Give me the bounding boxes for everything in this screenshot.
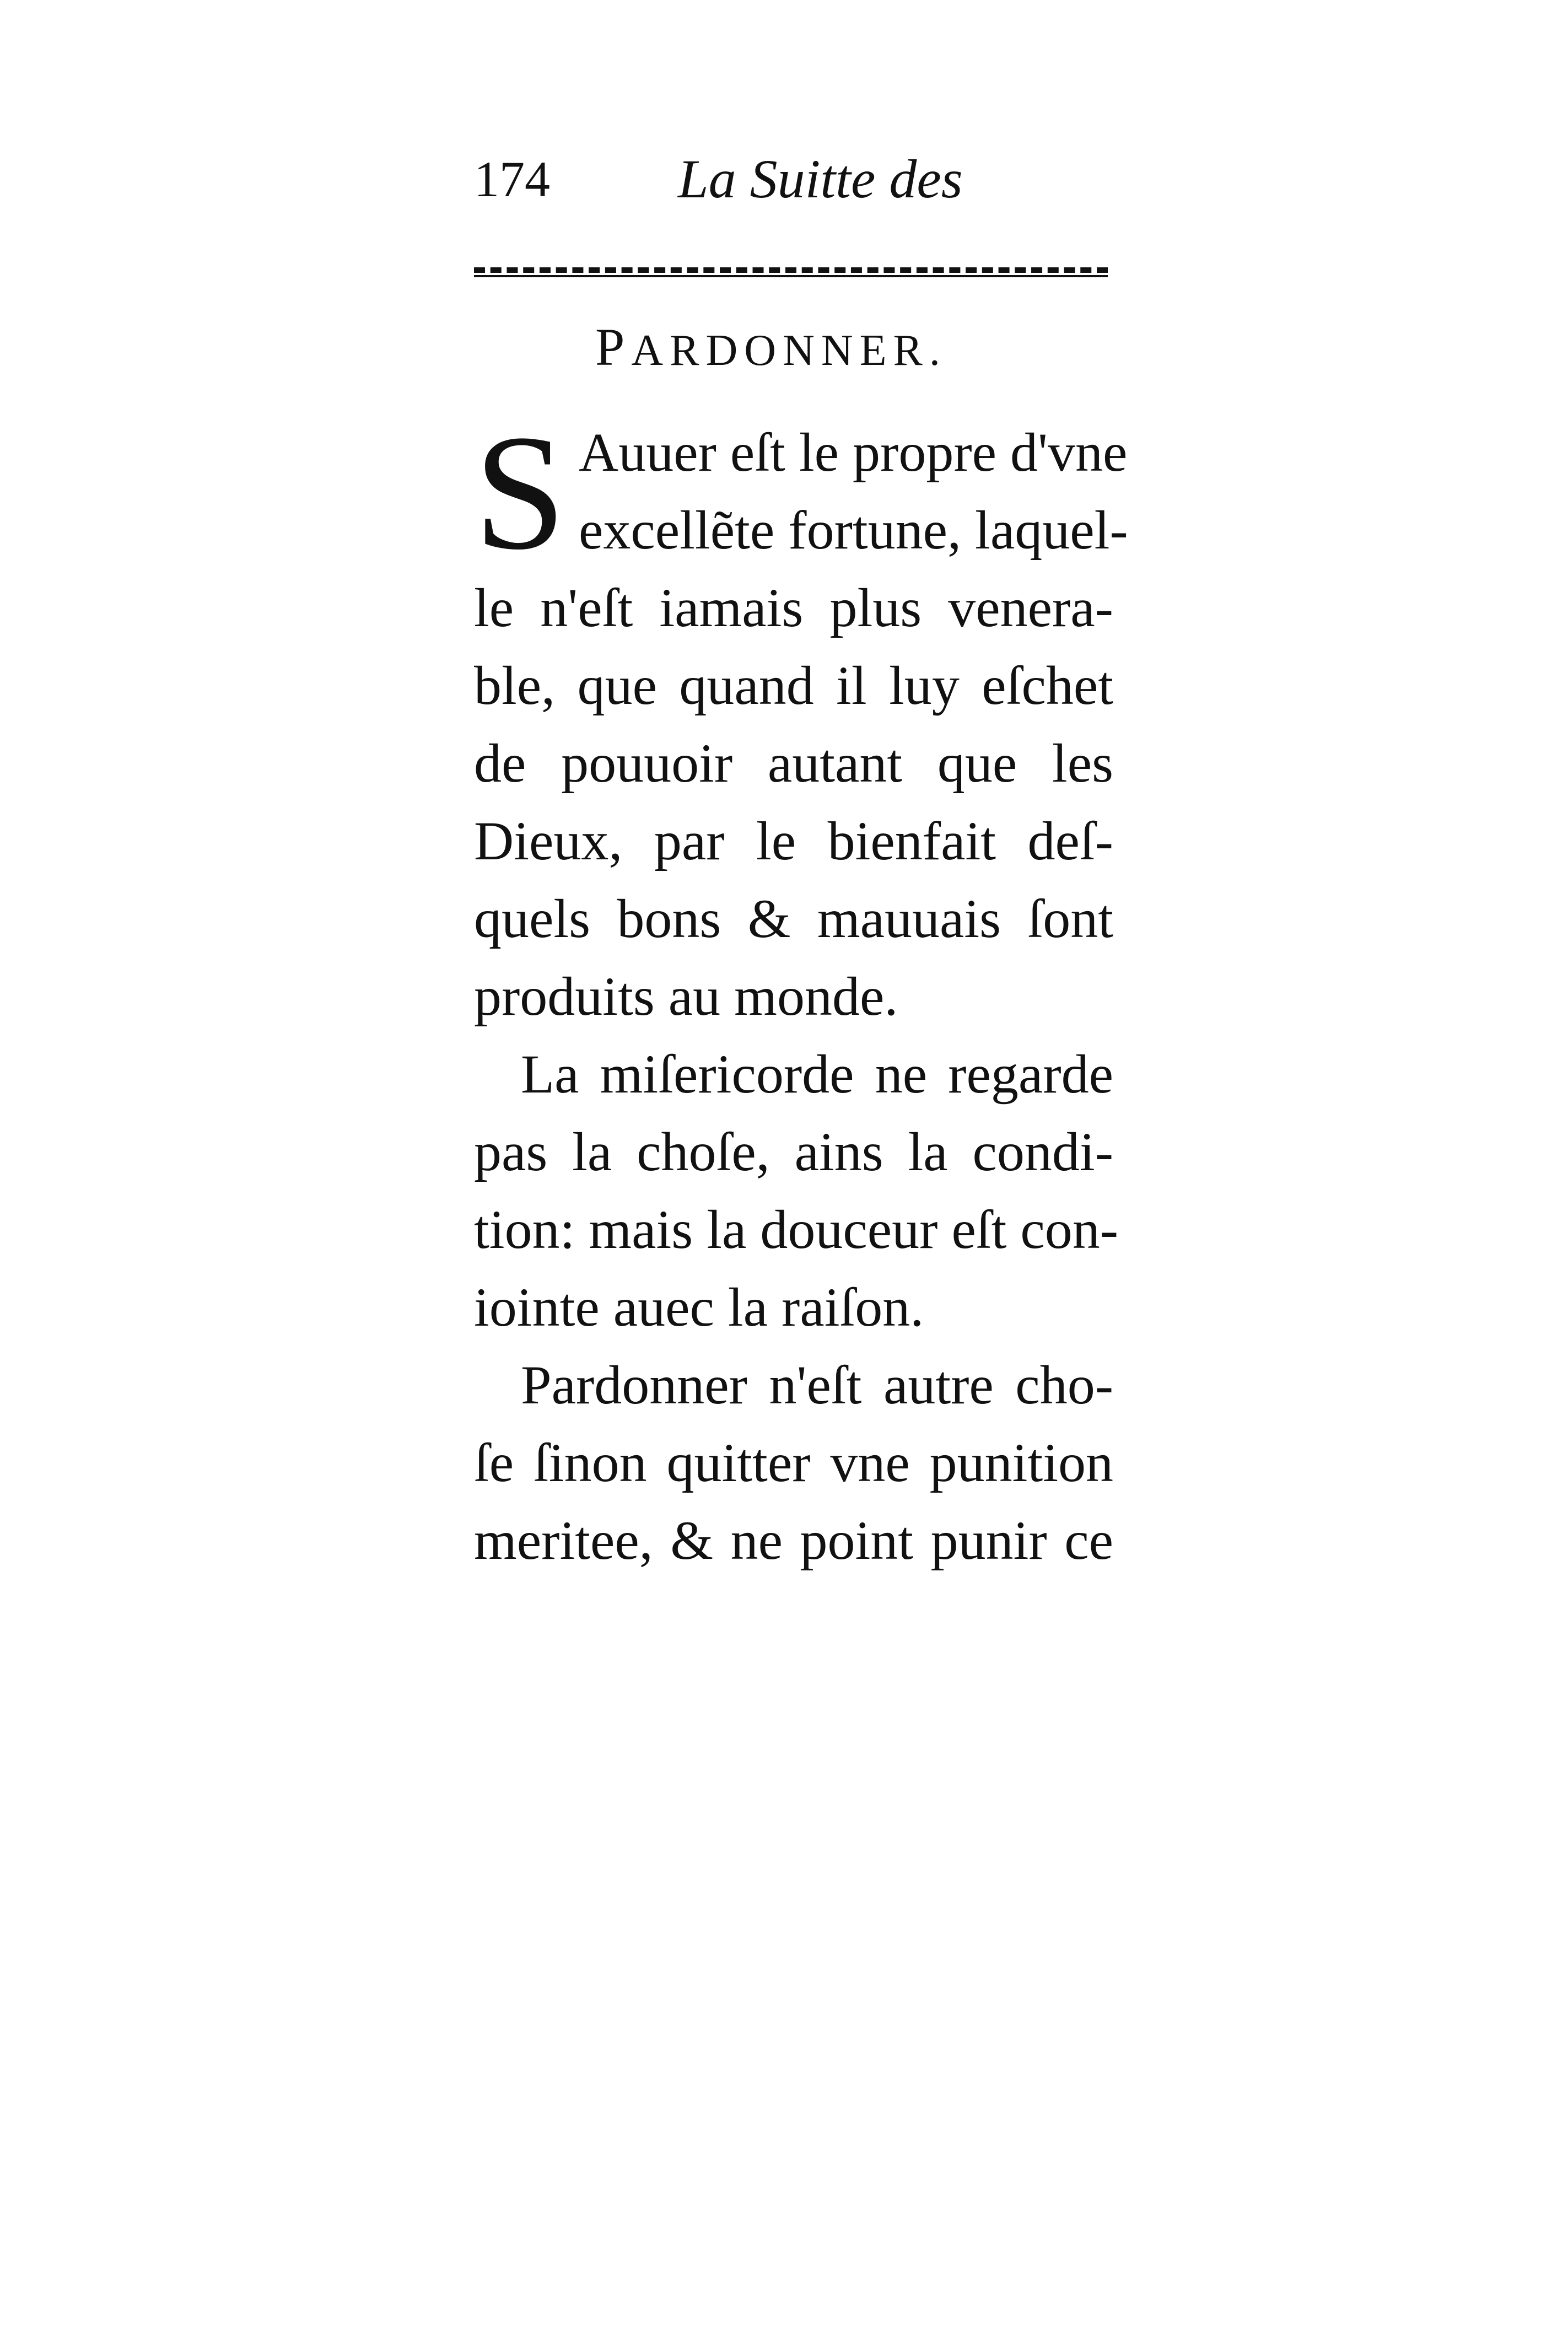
text-line: Pardonner n'eſt autre cho-	[521, 1354, 1113, 1415]
text-line: excellẽte fortune, laquel-	[579, 499, 1128, 561]
paragraph-3	[474, 1346, 1113, 1579]
text-line: quels bons & mauuais ſont	[474, 888, 1113, 949]
text-line: ble, que quand il luy eſchet	[474, 655, 1113, 716]
paragraph-2	[474, 1035, 1119, 1346]
text-line: tion: mais la douceur eſt con-	[474, 1199, 1119, 1260]
section-title	[595, 317, 947, 378]
text-line: pas la choſe, ains la condi-	[474, 1121, 1113, 1182]
text-line: le n'eſt iamais plus venera-	[474, 577, 1113, 638]
text-line: iointe auec la raiſon.	[474, 1277, 924, 1338]
section-title-initial: P	[595, 317, 632, 376]
header-rule	[474, 267, 1108, 277]
text-line: de pouuoir autant que les	[474, 733, 1113, 794]
page-header	[474, 149, 1108, 220]
section-title-rest: ARDONNER.	[631, 326, 947, 375]
body-text	[474, 401, 1128, 1579]
text-line: produits au monde.	[474, 966, 898, 1027]
text-line: La miſericorde ne regarde	[521, 1043, 1113, 1105]
running-title: La Suitte des	[678, 148, 963, 209]
text-line: ſe ſinon quitter vne punition	[474, 1432, 1113, 1493]
drop-cap: S	[474, 401, 566, 584]
text-line: Auuer eſt le propre d'vne	[579, 422, 1128, 483]
page-number: 174	[474, 151, 550, 207]
text-line: meritee, & ne point punir ce	[474, 1510, 1113, 1571]
text-line: Dieux, par le bienfait deſ-	[474, 810, 1113, 871]
paragraph-1	[474, 401, 1128, 1035]
